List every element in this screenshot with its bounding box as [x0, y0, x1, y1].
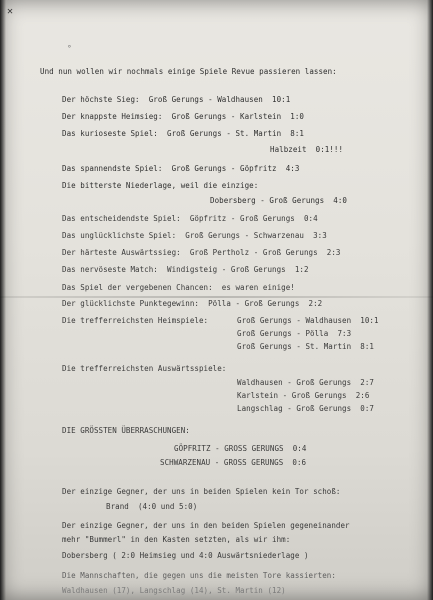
home-game-row: Groß Gerungs - Pölla 7:3	[237, 329, 352, 338]
bummerl-team: Dobersberg ( 2:0 Heimsieg und 4:0 Auswärtsniederlage )	[62, 551, 309, 560]
away-game-row: Waldhausen - Groß Gerungs 2:7	[237, 378, 374, 387]
away-heading: Die trefferreichsten Auswärtsspiele:	[62, 364, 227, 373]
corner-mark-icon: ✕	[7, 6, 14, 17]
record-luckiest-point: Der glücklichste Punktegewinn: Pölla - Groß Gerungs 2:2	[62, 299, 323, 308]
left-edge-shadow	[0, 0, 6, 600]
record-strangest-game: Das kurioseste Spiel: Groß Gerungs - St. Martin 8:1	[62, 129, 304, 138]
surprise-row: SCHWARZENAU - GROSS GERUNGS 0:6	[160, 458, 307, 467]
record-most-nervous: Das nervöseste Match: Windigsteig - Groß Gerungs 1:2	[62, 265, 309, 274]
no-goal-team: Brand (4:0 und 5:0)	[106, 502, 198, 511]
record-most-decisive: Das entscheidendste Spiel: Göpfritz - Groß Gerungs 0:4	[62, 214, 318, 223]
stray-mark-icon: °	[67, 44, 72, 53]
record-hardest-away-win: Der härteste Auswärtssieg: Groß Pertholz - Groß Gerungs 2:3	[62, 248, 341, 257]
record-most-exciting: Das spannendste Spiel: Groß Gerungs - Göpfritz 4:3	[62, 164, 300, 173]
home-heading: Die trefferreichsten Heimspiele:	[62, 316, 209, 325]
bummerl-intro-line-1: Der einzige Gegner, der uns in den beiden Spielen gegeneinander	[62, 521, 350, 530]
most-goals-intro: Die Mannschaften, die gegen uns die meisten Tore kassierten:	[62, 571, 336, 580]
record-bitterest-loss-result: Dobersberg - Groß Gerungs 4:0	[210, 196, 347, 205]
record-bitterest-loss: Die bitterste Niederlage, weil die einzige:	[62, 181, 259, 190]
surprise-row: GÖPFRITZ - GROSS GERUNGS 0:4	[174, 444, 307, 453]
no-goal-intro: Der einzige Gegner, der uns in beiden Spielen kein Tor schoß:	[62, 487, 341, 496]
most-goals-teams: Waldhausen (17), Langschlag (14), St. Martin (12)	[62, 586, 286, 595]
paper-fold-line	[0, 296, 433, 298]
record-unluckiest: Das unglücklichste Spiel: Groß Gerungs - Schwarzenau 3:3	[62, 231, 327, 240]
surprises-heading: DIE GRÖSSTEN ÜBERRASCHUNGEN:	[62, 426, 190, 435]
record-closest-home-win: Der knappste Heimsieg: Groß Gerungs - Karlstein 1:0	[62, 112, 304, 121]
bummerl-intro-line-2: mehr "Bummerl" in den Kasten setzten, als wir ihm:	[62, 535, 291, 544]
record-missed-chances: Das Spiel der vergebenen Chancen: es waren einige!	[62, 283, 295, 292]
record-highest-win: Der höchste Sieg: Groß Gerungs - Waldhausen 10:1	[62, 95, 291, 104]
home-game-row: Groß Gerungs - St. Martin 8:1	[237, 342, 374, 351]
right-edge-shadow	[427, 0, 433, 600]
away-game-row: Langschlag - Groß Gerungs 0:7	[237, 404, 374, 413]
home-game-row: Groß Gerungs - Waldhausen 10:1	[237, 316, 379, 325]
away-game-row: Karlstein - Groß Gerungs 2:6	[237, 391, 370, 400]
record-halftime-note: Halbzeit 0:1!!!	[270, 145, 344, 154]
intro-line: Und nun wollen wir nochmals einige Spiele Revue passieren lassen:	[40, 67, 337, 76]
